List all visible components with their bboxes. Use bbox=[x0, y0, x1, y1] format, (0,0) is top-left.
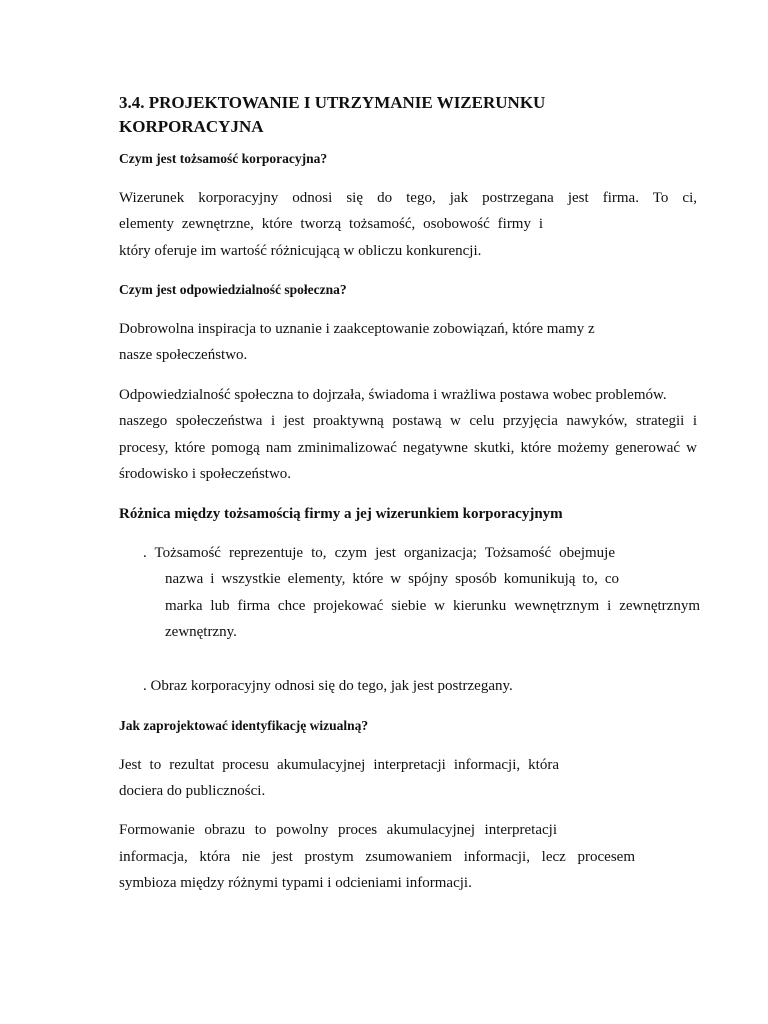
paragraph-line: naszego społeczeństwa i jest proaktywną postawą w celu przyjęcia nawyków, strategii i bbox=[119, 413, 697, 429]
bullet-item-image: . Obraz korporacyjny odnosi się do tego, jak jest postrzegany. bbox=[143, 678, 513, 694]
paragraph-line: dociera do publiczności. bbox=[119, 783, 266, 799]
question-heading-identity: Czym jest tożsamość korporacyjna? bbox=[119, 151, 328, 166]
bullet-item-line: nazwa i wszystkie elementy, które w spójny sposób komunikują to, co bbox=[165, 571, 619, 587]
page-title-line-1: 3.4. PROJEKTOWANIE I UTRZYMANIE WIZERUNKU bbox=[119, 93, 546, 112]
paragraph-line: Formowanie obrazu to powolny proces akumulacyjnej interpretacji bbox=[119, 822, 557, 838]
bullet-item-line: zewnętrzny. bbox=[165, 624, 237, 640]
paragraph-line: elementy zewnętrzne, które tworzą tożsamość, osobowość firmy i bbox=[119, 216, 543, 232]
paragraph-line: symbioza między różnymi typami i odcieniami informacji. bbox=[119, 875, 472, 891]
question-heading-visual-identity: Jak zaprojektować identyfikację wizualną? bbox=[119, 718, 369, 733]
paragraph-line: procesy, które pomogą nam zminimalizować negatywne skutki, które możemy generować w bbox=[119, 440, 697, 456]
question-heading-responsibility: Czym jest odpowiedzialność społeczna? bbox=[119, 282, 347, 297]
section-heading-difference: Różnica między tożsamością firmy a jej wizerunkiem korporacyjnym bbox=[119, 506, 563, 522]
paragraph-line: środowisko i społeczeństwo. bbox=[119, 466, 292, 482]
paragraph-line: który oferuje im wartość różnicującą w obliczu konkurencji. bbox=[119, 243, 482, 259]
paragraph-line: Dobrowolna inspiracja to uznanie i zaakceptowanie zobowiązań, które mamy z bbox=[119, 321, 595, 337]
bullet-item-identity: . Tożsamość reprezentuje to, czym jest organizacja; Tożsamość obejmuje bbox=[143, 545, 615, 561]
bullet-item-line: marka lub firma chce projekować siebie w kierunku wewnętrznym i zewnętrznym bbox=[165, 598, 700, 614]
page-title-line-2: KORPORACYJNA bbox=[119, 117, 264, 136]
paragraph-line: informacja, która nie jest prostym zsumowaniem informacji, lecz procesem bbox=[119, 849, 635, 865]
paragraph-line: Odpowiedzialność społeczna to dojrzała, świadoma i wrażliwa postawa wobec problemów. bbox=[119, 387, 667, 403]
paragraph-line: nasze społeczeństwo. bbox=[119, 347, 248, 363]
paragraph-line: Jest to rezultat procesu akumulacyjnej interpretacji informacji, która bbox=[119, 757, 559, 773]
paragraph-line: Wizerunek korporacyjny odnosi się do tego, jak postrzegana jest firma. To ci, bbox=[119, 190, 697, 206]
